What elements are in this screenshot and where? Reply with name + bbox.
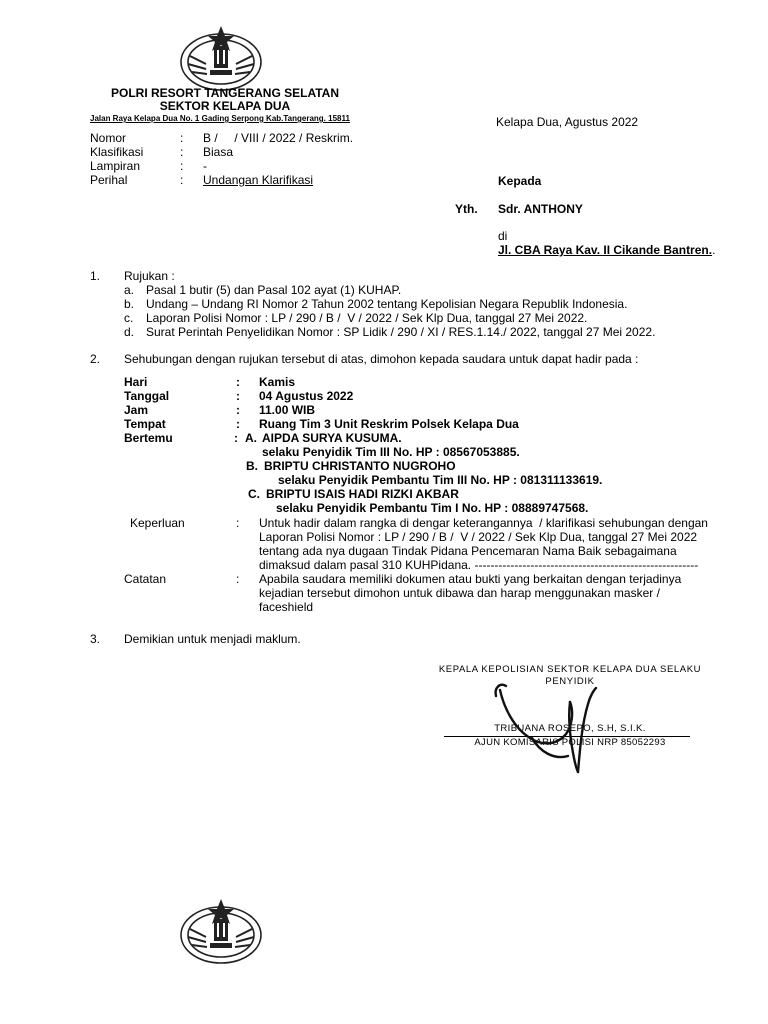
keperluan-line: Untuk hadir dalam rangka di dengar keterangannya / klarifikasi sehubungan dengan (259, 516, 708, 530)
meta-value-nomor: B / / VIII / 2022 / Reskrim. (203, 131, 354, 145)
section-2-intro: Sehubungan dengan rujukan tersebut di atas, dimohon kepada saudara untuk dapat hadir pada : (124, 352, 639, 366)
meta-label-perihal: Perihal (90, 173, 128, 187)
tanggal-value: 04 Agustus 2022 (259, 389, 354, 403)
rujukan-text: Laporan Polisi Nomor : LP / 290 / B / V / 2022 / Sek Klp Dua, tanggal 27 Mei 2022. (146, 311, 588, 325)
rujukan-letter: c. (124, 311, 134, 325)
section-1-title: Rujukan : (124, 269, 175, 283)
signature-title-line2: PENYIDIK (545, 676, 595, 687)
rujukan-letter: a. (124, 283, 135, 297)
tanggal-label: Tanggal (124, 389, 170, 403)
recipient-address-tail: . (712, 243, 716, 257)
tempat-sep: : (236, 417, 240, 431)
jam-value: 11.00 WIB (259, 403, 316, 417)
recipient-kepada: Kepada (498, 174, 542, 188)
keperluan-line: tentang ada nya dugaan Tindak Pidana Pencemaran Nama Baik sebagaimana (259, 544, 677, 558)
officer-letter: A. (245, 431, 257, 445)
officer-letter: C. (248, 487, 260, 501)
catatan-sep: : (236, 572, 240, 586)
keperluan-label: Keperluan (130, 516, 185, 530)
section-2-number: 2. (90, 352, 101, 366)
recipient-di: di (498, 229, 508, 243)
tempat-label: Tempat (124, 417, 166, 431)
police-emblem-icon (176, 22, 266, 94)
bertemu-label: Bertemu (124, 431, 173, 445)
officer-role: selaku Penyidik Pembantu Tim I No. HP : 08889747568. (276, 501, 589, 515)
bertemu-sep: : (234, 431, 238, 445)
meta-sep: : (180, 145, 184, 159)
hari-value: Kamis (259, 375, 296, 389)
meta-sep: : (180, 173, 184, 187)
catatan-line: Apabila saudara memiliki dokumen atau bukti yang berkaitan dengan terjadinya (259, 572, 682, 586)
tempat-value: Ruang Tim 3 Unit Reskrim Polsek Kelapa Dua (259, 417, 519, 431)
rujukan-text: Pasal 1 butir (5) dan Pasal 102 ayat (1) KUHAP. (146, 283, 402, 297)
meta-sep: : (180, 131, 184, 145)
rujukan-letter: d. (124, 325, 135, 339)
signature-name: TRIBUANA ROSEPO, S.H, S.I.K. (494, 723, 646, 734)
police-emblem-icon (176, 895, 266, 967)
meta-value-lampiran: - (203, 159, 207, 173)
recipient-yth: Yth. (455, 202, 478, 216)
letterhead-address: Jalan Raya Kelapa Dua No. 1 Gading Serpong Kab.Tangerang. 15811 (90, 114, 350, 123)
officer-role: selaku Penyidik Tim III No. HP : 08567053885. (262, 445, 520, 459)
handwritten-signature (470, 668, 620, 780)
letterhead-org: POLRI RESORT TANGERANG SELATAN (111, 86, 339, 100)
section-1-number: 1. (90, 269, 101, 283)
catatan-line: kejadian tersebut dimohon untuk dibawa dan harap menggunakan masker / (259, 586, 660, 600)
catatan-line: faceshield (259, 600, 314, 614)
officer-role: selaku Penyidik Pembantu Tim III No. HP : 081311133619. (278, 473, 603, 487)
section-3-text: Demikian untuk menjadi maklum. (124, 632, 301, 646)
date-line: Kelapa Dua, Agustus 2022 (496, 115, 639, 129)
recipient-address-line (498, 243, 715, 257)
signature-title-line1: KEPALA KEPOLISIAN SEKTOR KELAPA DUA SELAKU (438, 664, 702, 675)
meta-value-klasifikasi: Biasa (203, 145, 234, 159)
keperluan-line: Laporan Polisi Nomor : LP / 290 / B / V / 2022 / Sek Klp Dua, tanggal 27 Mei 2022 (259, 530, 698, 544)
rujukan-letter: b. (124, 297, 135, 311)
letterhead-sector: SEKTOR KELAPA DUA (159, 99, 291, 113)
hari-sep: : (236, 375, 240, 389)
meta-label-lampiran: Lampiran (90, 159, 141, 173)
rujukan-text: Undang – Undang RI Nomor 2 Tahun 2002 tentang Kepolisian Negara Republik Indonesia. (146, 297, 628, 311)
meta-label-nomor: Nomor (90, 131, 127, 145)
officer-letter: B. (246, 459, 258, 473)
hari-label: Hari (124, 375, 148, 389)
officer-name: BRIPTU ISAIS HADI RIZKI AKBAR (266, 487, 459, 501)
meta-label-klasifikasi: Klasifikasi (90, 145, 144, 159)
officer-name: AIPDA SURYA KUSUMA. (262, 431, 402, 445)
recipient-name: Sdr. ANTHONY (498, 202, 583, 216)
signature-rank: AJUN KOMISARIS POLISI NRP 85052293 (474, 737, 666, 748)
officer-name: BRIPTU CHRISTANTO NUGROHO (264, 459, 456, 473)
jam-label: Jam (124, 403, 149, 417)
catatan-label: Catatan (124, 572, 167, 586)
keperluan-sep: : (236, 516, 240, 530)
tanggal-sep: : (236, 389, 240, 403)
recipient-address: Jl. CBA Raya Kav. II Cikande Bantren. (498, 243, 713, 257)
section-3-number: 3. (90, 632, 101, 646)
jam-sep: : (236, 403, 240, 417)
rujukan-text: Surat Perintah Penyelidikan Nomor : SP Lidik / 290 / XI / RES.1.14./ 2022, tanggal 27 Mei 2022. (146, 325, 656, 339)
keperluan-line: dimaksud dalam pasal 310 KUHPidana. -------------------------------------------------------- (259, 558, 699, 572)
meta-value-perihal: Undangan Klarifikasi (203, 173, 314, 187)
meta-sep: : (180, 159, 184, 173)
